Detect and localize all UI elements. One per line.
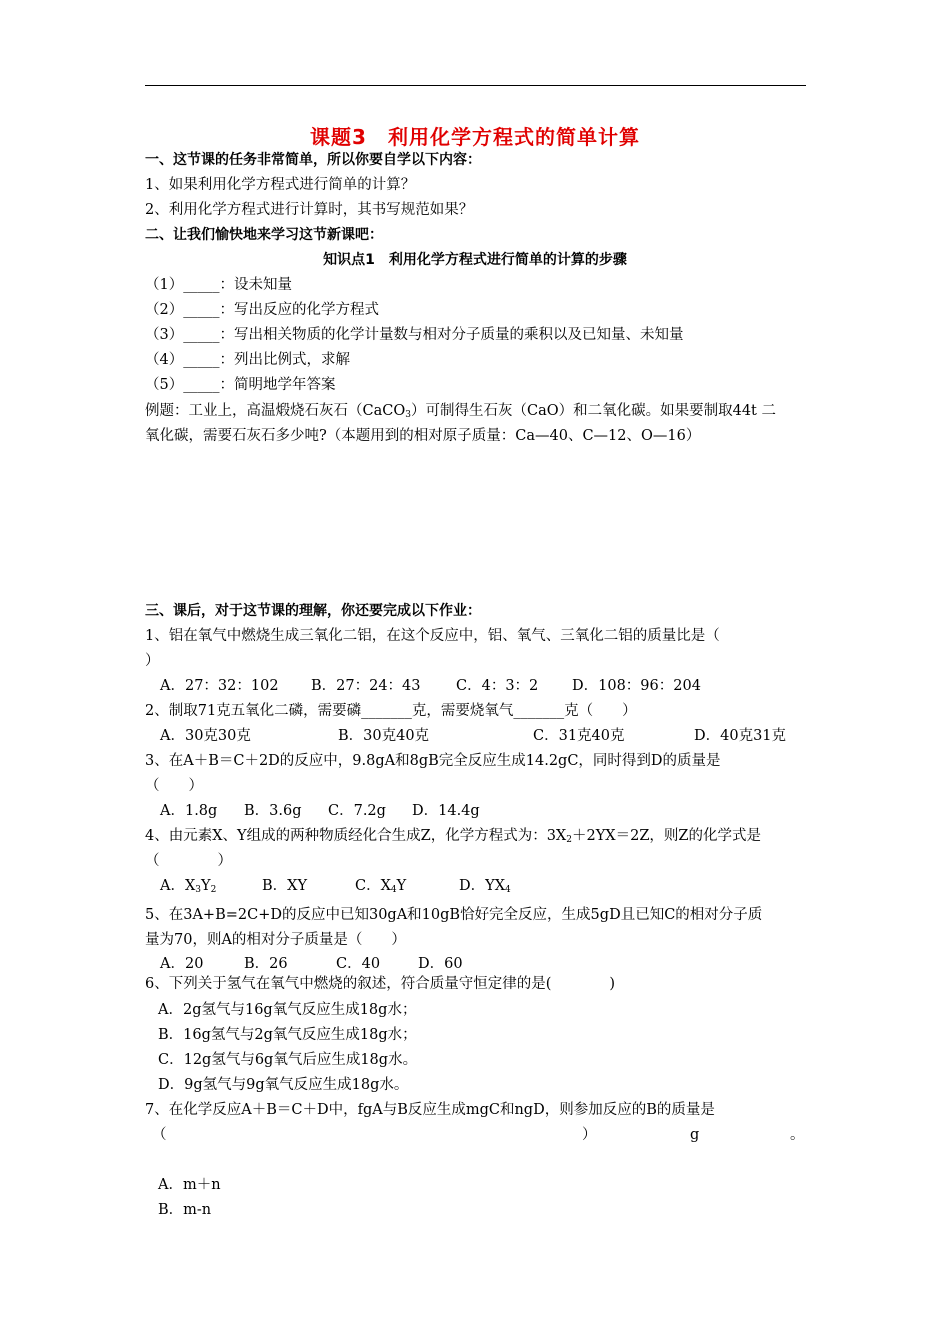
q7-blank-close: ）: [582, 1127, 597, 1143]
q1-option-a: A．27：32：102: [160, 678, 279, 694]
q7-unit: g: [690, 1127, 700, 1143]
q4-option-c: C．$X_4Y$: [355, 878, 407, 895]
q2-option-d: D．40克31克: [694, 728, 787, 744]
step-3: （3）_____：写出相关物质的化学计量数与相对分子质量的乘积以及已知量、未知量: [145, 327, 684, 343]
q6-option-d: D．9g氢气与9g氧气反应生成18g水。: [158, 1077, 409, 1093]
q4-option-a: A．$X_3Y_2$: [160, 878, 217, 895]
q5-option-c: C．40: [336, 956, 381, 972]
step-2: （2）_____：写出反应的化学方程式: [145, 302, 379, 318]
q1-option-b: B．27：24：43: [311, 678, 421, 694]
q3-option-c: C．7.2g: [328, 803, 386, 819]
q1-option-d: D．108：96：204: [572, 678, 701, 694]
step-5: （5）_____：简明地学年答案: [145, 377, 336, 393]
q5-option-b: B．26: [244, 956, 288, 972]
section2-heading: 二、让我们愉快地来学习这节新课吧：: [145, 227, 383, 243]
q3-option-d: D．14.4g: [412, 803, 480, 819]
q7-option-b: B．m-n: [158, 1202, 212, 1218]
q5-stem-line-1: 5、在3A+B=2C+D的反应中已知30gA和10gB恰好完全反应，生成5gD且已知C的相对分子质: [145, 907, 763, 923]
q3-option-b: B．3.6g: [244, 803, 302, 819]
section3-heading: 三、课后，对于这节课的理解，你还要完成以下作业：: [145, 603, 481, 619]
q7-end-mark: 。: [790, 1127, 805, 1143]
q4-option-b: B．XY: [262, 878, 308, 894]
q6-option-b: B．16g氢气与2g氧气反应生成18g水；: [158, 1027, 417, 1043]
section1-item-1: 1、如果利用化学方程式进行简单的计算？: [145, 177, 416, 193]
example-line-1: 例题：工业上，高温煅烧石灰石（CaCO$_3$）可制得生石灰（CaO）和二氧化碳。如果要制取44t 二: [145, 403, 776, 420]
step-1: （1）_____：设未知量: [145, 277, 292, 293]
q2-option-b: B．30克40克: [338, 728, 430, 744]
q7-stem: 7、在化学反应A＋B＝C＋D中，fgA与B反应生成mgC和ngD，则参加反应的B的质量是: [145, 1102, 715, 1118]
q1-stem-line-2: ）: [145, 653, 160, 669]
q6-stem: 6、下列关于氢气在氧气中燃烧的叙述，符合质量守恒定律的是( ): [145, 976, 616, 992]
page-title: 课题3 利用化学方程式的简单计算: [310, 125, 640, 149]
q5-stem-line-2: 量为70，则A的相对分子质量是（ ）: [145, 932, 406, 948]
q2-option-a: A．30克30克: [160, 728, 251, 744]
section1-heading: 一、这节课的任务非常简单，所以你要自学以下内容：: [145, 152, 481, 168]
q3-option-a: A．1.8g: [160, 803, 218, 819]
q4-option-d: D．$YX_4$: [459, 878, 511, 895]
step-4: （4）_____：列出比例式，求解: [145, 352, 350, 368]
example-line-2: 氧化碳，需要石灰石多少吨?（本题用到的相对原子质量：Ca—40、C—12、O—16）: [145, 428, 701, 444]
section1-item-2: 2、利用化学方程式进行计算时，其书写规范如果？: [145, 202, 474, 218]
q2-option-c: C．31克40克: [533, 728, 625, 744]
q3-stem-line-1: 3、在A＋B＝C＋2D的反应中，9.8gA和8gB完全反应生成14.2gC，同时得到D的质量是: [145, 753, 721, 769]
q1-stem-line-1: 1、铝在氧气中燃烧生成三氧化二铝，在这个反应中，铝、氧气、三氧化二铝的质量比是（: [145, 628, 720, 644]
q5-option-a: A．20: [160, 956, 204, 972]
q5-option-d: D．60: [418, 956, 463, 972]
q2-stem: 2、制取71克五氧化二磷，需要磷_______克，需要烧氧气_______克（ ）: [145, 703, 637, 719]
q3-stem-line-2: （ ）: [145, 778, 203, 794]
q6-option-a: A．2g氢气与16g氧气反应生成18g水；: [158, 1002, 417, 1018]
header-rule: [145, 85, 806, 86]
q7-blank-open: （: [152, 1127, 167, 1143]
q7-option-a: A．m＋n: [158, 1177, 221, 1193]
q6-option-c: C．12g氢气与6g氧气后应生成18g水。: [158, 1052, 418, 1068]
q4-stem-line-2: （ ）: [145, 853, 232, 869]
knowledge-point-title: 知识点1 利用化学方程式进行简单的计算的步骤: [323, 252, 627, 268]
q4-stem-line-1: 4、由元素X、Y组成的两种物质经化合生成Z，化学方程式为：$3X_2+2YX=2Z$，则Z的化学式是: [145, 828, 761, 845]
q1-option-c: C．4：3：2: [456, 678, 539, 694]
